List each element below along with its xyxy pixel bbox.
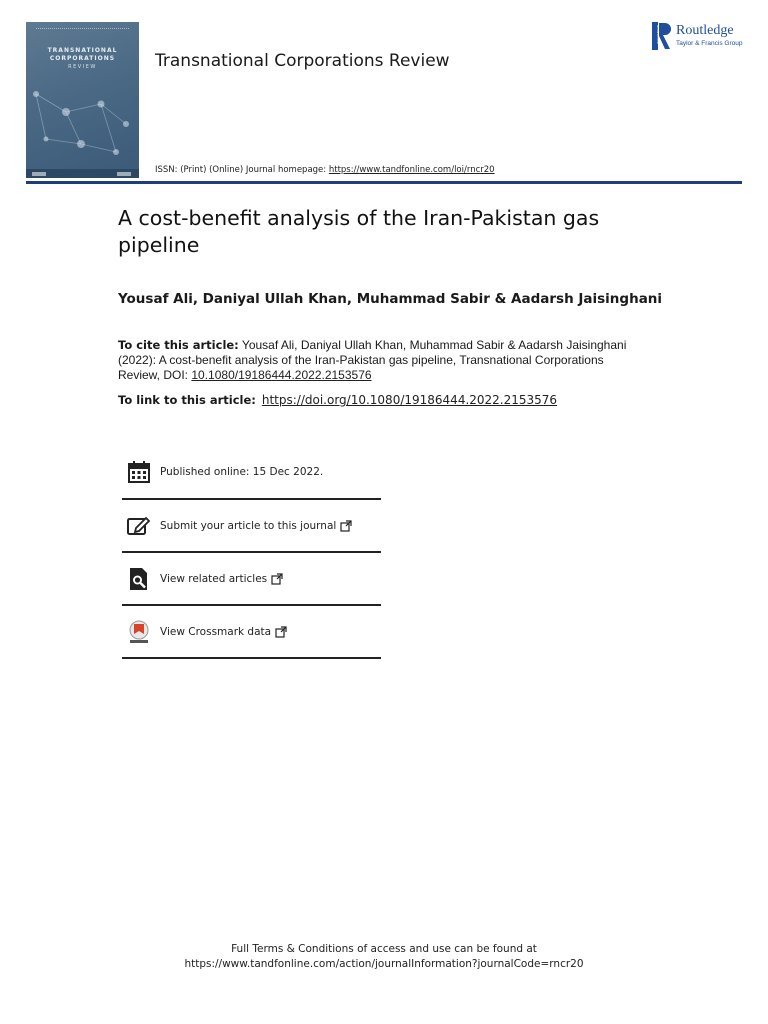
cover-title-line1: TRANSNATIONAL: [47, 47, 118, 54]
journal-cover-image: [26, 22, 139, 178]
terms-line: Full Terms & Conditions of access and use can be found at: [231, 943, 537, 955]
published-online-row: [122, 446, 381, 500]
journal-homepage-link[interactable]: https://www.tandfonline.com/loi/rncr20: [328, 165, 495, 175]
link-label: To link to this article:: [118, 393, 256, 407]
edit-pencil-icon: [127, 514, 151, 538]
citation-block: [118, 338, 638, 383]
issn-label: ISSN: (Print) (Online) Journal homepage:: [155, 165, 329, 175]
cover-title-line2: CORPORATIONS: [49, 55, 116, 62]
crossmark-text[interactable]: View Crossmark data: [160, 625, 272, 638]
journal-title: Transnational Corporations Review: [155, 51, 450, 71]
submit-article-text[interactable]: Submit your article to this journal: [160, 519, 337, 532]
crossmark-icon: [127, 620, 151, 644]
related-articles-row[interactable]: [122, 553, 381, 606]
publisher-name: Routledge: [676, 23, 734, 38]
terms-url: https://www.tandfonline.com/action/journalInformation?journalCode=rncr20: [184, 958, 584, 970]
published-online-text: Published online: 15 Dec 2022.: [160, 466, 324, 478]
submit-article-row[interactable]: [122, 500, 381, 553]
publisher-logo: [652, 22, 752, 50]
cover-title: [26, 47, 139, 63]
terms-footer: [0, 942, 768, 972]
external-link-icon: [340, 520, 352, 532]
external-link-icon: [275, 626, 287, 638]
article-link-line: [118, 393, 557, 407]
routledge-r-icon: [652, 22, 672, 50]
external-link-icon: [271, 573, 283, 585]
cover-top-decoration: [36, 28, 129, 32]
cover-network-art: [26, 74, 139, 170]
svg-text:ROUTLEDGE: ROUTLEDGE: [656, 24, 660, 44]
publisher-subtitle: Taylor & Francis Group: [676, 40, 743, 47]
cover-bottom-band: [26, 169, 139, 178]
cover-subtitle: REVIEW: [68, 64, 97, 70]
issn-line: [155, 165, 495, 175]
article-title: A cost-benefit analysis of the Iran-Pakistan gas pipeline: [118, 206, 600, 257]
cover-publisher-logo: [32, 172, 46, 176]
crossmark-row[interactable]: [122, 606, 381, 659]
cover-society-logo: [117, 172, 131, 176]
document-search-icon: [127, 567, 151, 591]
article-actions-list: [122, 446, 381, 659]
doi-link[interactable]: 10.1080/19186444.2022.2153576: [191, 368, 372, 382]
cite-text: Yousaf Ali, Daniyal Ullah Khan, Muhammad Sabir & Aadarsh Jaisinghani (2022): A cost-benefit analysis of the Iran-Pakistan gas pipeline, Transnational Corporations Review, DOI:: [118, 338, 627, 382]
related-articles-text[interactable]: View related articles: [160, 572, 268, 585]
article-authors: Yousaf Ali, Daniyal Ullah Khan, Muhammad Sabir & Aadarsh Jaisinghani: [118, 291, 663, 307]
header-divider: [26, 181, 742, 184]
cite-label: To cite this article:: [118, 338, 239, 352]
article-doi-url-link[interactable]: https://doi.org/10.1080/19186444.2022.2153576: [261, 393, 558, 407]
calendar-icon: [127, 460, 151, 484]
